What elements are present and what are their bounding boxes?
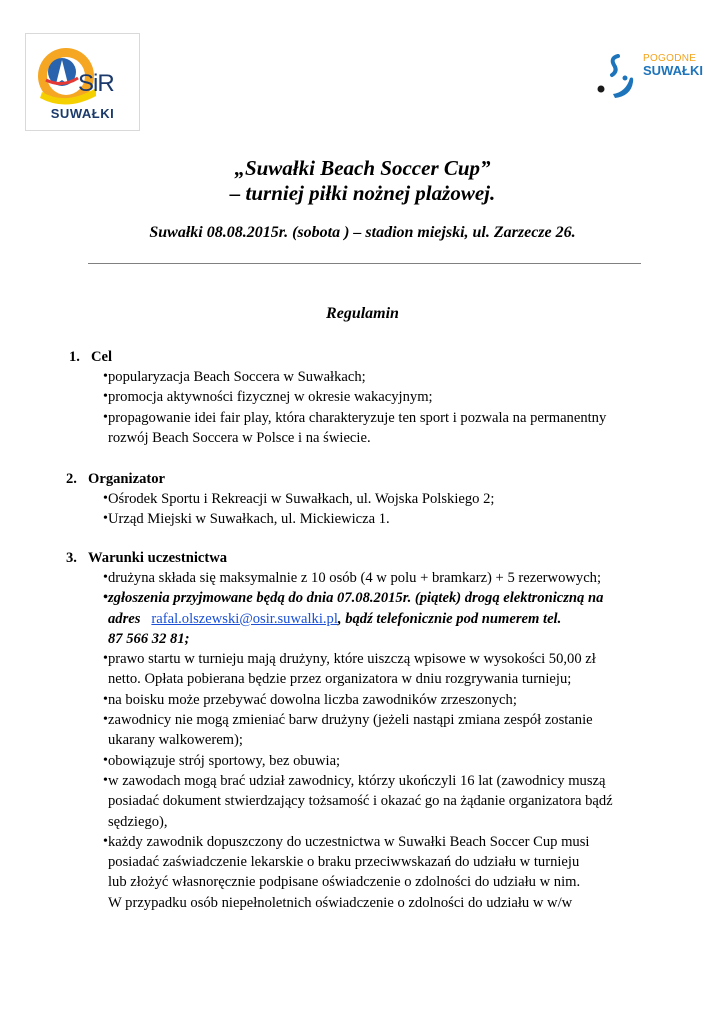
list-item-text: • w zawodach mogą brać udział zawodnicy, którzy ukończyli 16 lat (zawodnicy muszą xyxy=(108,772,606,789)
list-item-text: • propagowanie idei fair play, która charakteryzuje ten sport i pozwala na permanentny xyxy=(108,409,607,426)
section-heading xyxy=(66,548,646,568)
horizontal-divider xyxy=(88,263,641,264)
section-title: Warunki uczestnictwa xyxy=(88,550,228,566)
list-item xyxy=(66,387,646,407)
list-item-text: • promocja aktywności fizycznej w okresie wakacyjnym; xyxy=(108,389,433,406)
address-label: adres xyxy=(108,610,141,627)
list-item xyxy=(66,649,646,690)
list-item-text: • prawo startu w turnieju mają drużyny, które uiszczą wpisowe w wysokości 50,00 zł xyxy=(108,651,596,668)
bullet-list xyxy=(66,367,646,448)
list-item xyxy=(66,489,646,509)
list-item xyxy=(66,690,646,710)
list-item xyxy=(66,751,646,771)
section-participation xyxy=(66,548,646,913)
list-item-text: • Urząd Miejski w Suwałkach, ul. Mickiewicza 1. xyxy=(108,511,390,528)
osir-logo-word: SiR xyxy=(78,70,114,97)
list-item-text: • na boisku może przebywać dowolna liczba zawodników zrzeszonych; xyxy=(108,691,517,708)
list-item-text: • Ośrodek Sportu i Rekreacji w Suwałkach, ul. Wojska Polskiego 2; xyxy=(108,491,495,507)
pogodne-suwalki-logo-icon xyxy=(588,48,643,108)
section-goal xyxy=(66,347,646,448)
section-number: 2. xyxy=(66,471,77,487)
section-heading xyxy=(66,469,646,489)
section-title: Organizator xyxy=(88,471,166,487)
list-item-text: netto. Opłata pobierana będzie przez organizatora w dniu rozgrywania turnieju; xyxy=(108,671,572,688)
section-number: 3. xyxy=(66,550,77,566)
list-item-text xyxy=(108,609,646,629)
osir-logo xyxy=(25,33,140,131)
list-item-text: • zawodnicy nie mogą zmieniać barw drużyny (jeżeli nastąpi zmiana zespół zostanie xyxy=(108,712,593,729)
list-item xyxy=(66,771,646,832)
pogodne-logo-line2: SUWAŁKI xyxy=(643,63,703,78)
list-item-text: • każdy zawodnik dopuszczony do uczestnictwa w Suwałki Beach Soccer Cup musi xyxy=(108,833,590,850)
bullet-list xyxy=(66,489,646,530)
list-item-text: ukarany walkowerem); xyxy=(108,732,243,749)
section-number: 1. xyxy=(69,349,80,365)
list-item-registration xyxy=(66,588,646,649)
phone-number: 87 566 32 81; xyxy=(108,630,190,647)
list-item-text: • drużyna składa się maksymalnie z 10 osób (4 w polu + bramkarz) + 5 rezerwowych; xyxy=(108,570,602,586)
osir-logo-city: SUWAŁKI xyxy=(50,106,115,121)
list-item-text: lub złożyć własnoręcznie podpisane oświadczenie o zdolności do udziału w nim. xyxy=(108,874,581,891)
pogodne-suwalki-logo xyxy=(588,48,703,108)
document-title-line1: „Suwałki Beach Soccer Cup” xyxy=(234,156,491,180)
list-item-text: rozwój Beach Soccera w Polsce i na świecie. xyxy=(108,429,371,446)
list-item xyxy=(66,367,646,387)
regulations-heading: Regulamin xyxy=(326,305,399,322)
email-link[interactable]: rafal.olszewski@osir.suwalki.pl xyxy=(151,610,338,627)
list-item-text: sędziego), xyxy=(108,813,168,830)
list-item xyxy=(66,408,646,449)
section-title: Cel xyxy=(91,349,113,365)
pogodne-logo-line1: POGODNE xyxy=(643,53,697,64)
list-item-text: • zgłoszenia przyjmowane będą do dnia 07.08.2015r. (piątek) drogą elektroniczną na xyxy=(108,590,604,607)
list-item-text: • popularyzacja Beach Soccera w Suwałkach; xyxy=(108,369,366,385)
list-item-text: posiadać zaświadczenie lekarskie o braku przeciwwskazań do udziału w turnieju xyxy=(108,854,580,871)
phone-label: , bądź telefonicznie pod numerem tel. xyxy=(337,610,562,627)
section-organizer xyxy=(66,469,646,530)
section-heading xyxy=(66,347,646,367)
document-title-line2: – turniej piłki nożnej plażowej. xyxy=(229,181,496,205)
bullet-list xyxy=(66,568,646,913)
list-item xyxy=(66,568,646,588)
list-item xyxy=(66,832,646,913)
list-item xyxy=(66,710,646,751)
list-item xyxy=(66,509,646,529)
event-date-location: Suwałki 08.08.2015r. (sobota ) – stadion miejski, ul. Zarzecze 26. xyxy=(149,224,576,241)
list-item-text: • obowiązuje strój sportowy, bez obuwia; xyxy=(108,752,341,769)
list-item-text: W przypadku osób niepełnoletnich oświadczenie o zdolności do udziału w w/w xyxy=(108,894,573,911)
list-item-text: posiadać dokument stwierdzający tożsamość i okazać go na żądanie organizatora bądź xyxy=(108,793,613,810)
